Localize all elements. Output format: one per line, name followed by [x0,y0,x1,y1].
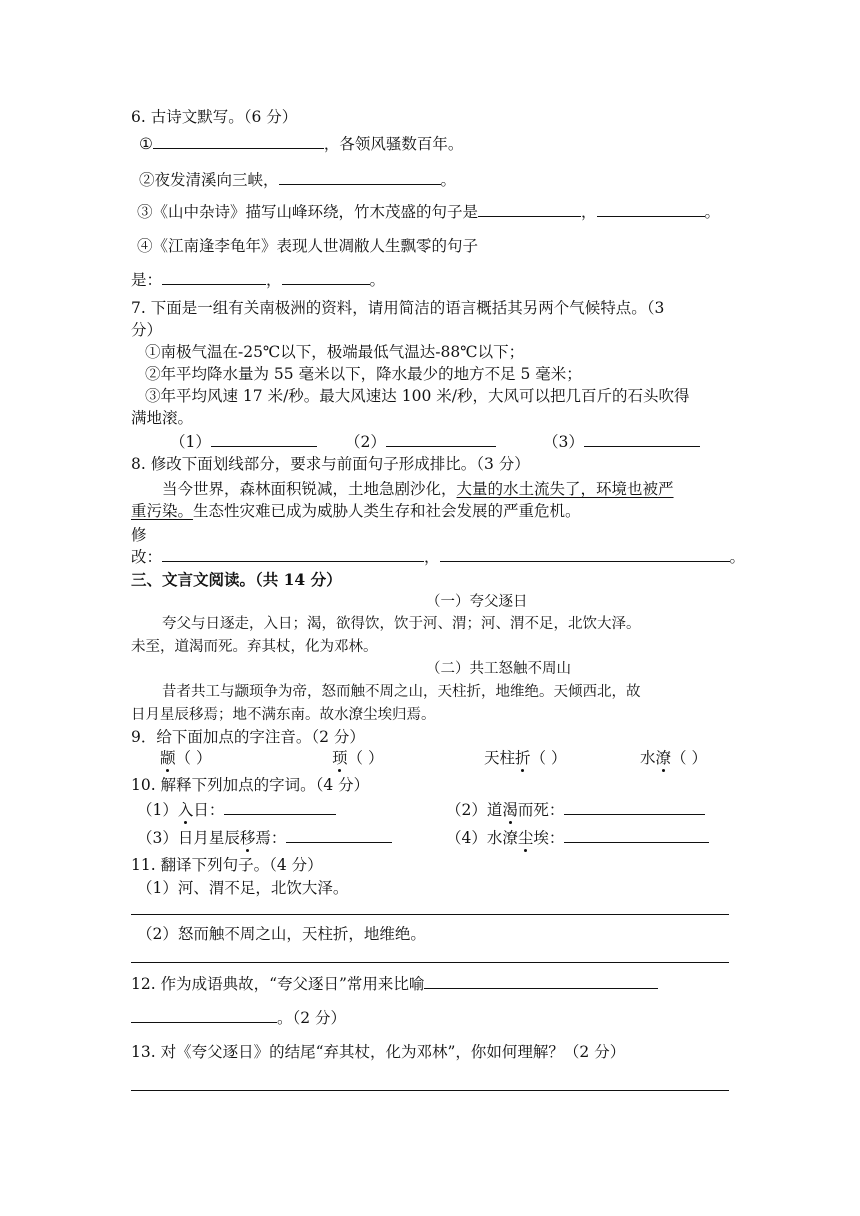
section3-title: 三、文言文阅读。（共 14 分） [131,570,342,589]
q9-w1: 颛 [160,749,176,767]
q7-blank-1[interactable] [211,432,317,447]
q6-l2-end: 。 [440,171,457,189]
q10-d-pre: （4）水潦 [446,829,518,847]
q10-title: 10. 解释下列加点的字词。（4 分） [131,776,370,794]
q12-blank-2[interactable] [131,1008,277,1023]
q10-blank-2[interactable] [564,800,705,815]
q8-xiu: 修 [131,526,147,544]
q10-b-pre: （2）道 [446,801,503,819]
q9-w4b: 潦 [655,749,672,767]
q7-answer-2 [345,432,496,452]
text1-para-1: 夸父与日逐走，入日；渴，欲得饮，饮于河、渭；河、渭不足，北饮大泽。 [162,616,641,632]
q7-title-2: 分） [131,321,163,339]
q10-item-3 [137,828,392,848]
q10-c-post: 焉： [255,829,287,847]
q8-answer-line [131,547,745,567]
q7-title-1: 7. 下面是一组有关南极洲的资料，请用简洁的语言概括其另两个气候特点。（3 [131,299,665,317]
q8-para-2 [131,501,581,521]
q6-blank-6[interactable] [282,270,370,285]
q8-para-1 [162,479,674,499]
q6-line1 [139,134,463,154]
q7-item-3a: ③年平均风速 17 米/秒。最大风速达 100 米/秒，大风可以把几百斤的石头吹得 [145,387,690,405]
q11-answer-line-2[interactable] [131,962,729,963]
q9-w2-paren[interactable]: （ ） [347,749,384,767]
q10-b-post: 而死： [517,801,565,819]
q9-item-2 [332,748,383,768]
q6-line5 [131,270,385,290]
q7-blank-2[interactable] [386,432,496,447]
q6-blank-5[interactable] [162,270,266,285]
q10-a-dot: 入 [177,801,194,819]
q6-l3-text: ③《山中杂诗》描写山峰环绕，竹木茂盛的句子是 [137,203,479,221]
q7-answer-3 [543,432,700,452]
q8-gai: 改： [131,548,163,566]
q8-end: 。 [729,548,746,566]
text1-title: （一）夸父逐日 [426,594,528,610]
q10-d-dot: 尘 [517,829,534,847]
text2-para-1: 昔者共工与颛顼争为帝，怒而触不周之山，天柱折，地维绝。天倾西北，故 [162,684,641,700]
q9-item-1 [160,748,211,768]
q7-a1-label: （1） [170,433,211,451]
q7-blank-3[interactable] [584,432,700,447]
q11-sentence-2: （2）怒而触不周之山，天柱折，地维绝。 [137,925,426,943]
q13-title: 13. 对《夸父逐日》的结尾“弃其杖，化为邓林”，你如何理解？（2 分） [131,1043,626,1061]
q9-w1-paren[interactable]: （ ） [175,749,212,767]
q12-blank-1[interactable] [424,974,658,989]
q10-item-4 [446,828,709,848]
q6-line4: ④《江南逢李龟年》表现人世凋敝人生飘零的句子 [137,237,479,255]
q10-d-post: 埃： [533,829,565,847]
q6-blank-2[interactable] [279,170,441,185]
q7-item-3b: 满地滚。 [131,409,194,427]
q6-l3-mid: ， [581,203,597,221]
q6-blank-4[interactable] [597,202,705,217]
q9-w4-paren[interactable]: （ ） [671,749,707,767]
q6-line2 [139,170,456,190]
q10-item-1 [137,800,336,820]
q10-blank-1[interactable] [224,800,336,815]
q10-a-post: 日： [193,801,225,819]
q7-a2-label: （2） [345,433,386,451]
q8-p1-underlined: 大量的水土流失了，环境也被严 [456,480,674,498]
q10-blank-4[interactable] [564,828,709,843]
q6-line3 [137,202,720,222]
q12-title: 12. 作为成语典故，“夸父逐日”常用来比喻 [131,975,425,993]
text2-title: （二）共工怒触不周山 [426,661,571,677]
q9-w2: 顼 [332,749,348,767]
q10-a-pre: （1） [137,801,178,819]
q10-item-2 [446,800,705,820]
q8-mid: ， [424,548,440,566]
q6-title: 6. 古诗文默写。（6 分） [131,108,298,126]
q10-c-dot: 移 [239,829,256,847]
q6-l5-mid: ， [266,271,282,289]
text1-para-2: 未至，道渴而死。弃其杖，化为邓林。 [131,639,378,655]
q6-l2-text: ②夜发清溪向三峡， [139,171,279,189]
q6-l3-end: 。 [704,203,721,221]
q10-c-pre: （3）日月星辰 [137,829,240,847]
q7-answer-1 [170,432,317,452]
q8-blank-1[interactable] [162,547,424,562]
q7-item-2: ②年平均降水量为 55 毫米以下，降水最少的地方不足 5 毫米； [145,365,582,383]
q12-tail: 。（2 分） [277,1009,347,1027]
q8-title: 8. 修改下面划线部分，要求与前面句子形成排比。（3 分） [131,455,530,473]
q7-item-1: ①南极气温在-25℃以下，极端最低气温达-88℃以下； [145,343,525,361]
q6-l1-num: ① [139,135,153,153]
q8-p2-post: 生态性灾难已成为威胁人类生存和社会发展的严重危机。 [193,502,581,520]
q9-w3-paren[interactable]: （ ） [530,749,567,767]
q11-answer-line-1[interactable] [131,914,729,915]
q10-blank-3[interactable] [286,828,392,843]
q9-w3b: 折 [515,749,531,767]
q6-l5-text: 是： [131,271,163,289]
q6-blank-1[interactable] [153,134,324,149]
q12-line-1 [131,974,658,994]
q9-w3a: 天柱 [484,749,516,767]
q9-w4a: 水 [640,749,656,767]
q8-p2-underlined: 重污染。 [131,502,194,520]
q9-item-3 [484,748,566,768]
q8-blank-2[interactable] [440,547,730,562]
q13-answer-line[interactable] [131,1090,729,1091]
q6-blank-3[interactable] [478,202,581,217]
text2-para-2: 日月星辰移焉；地不满东南。故水潦尘埃归焉。 [131,707,436,723]
q9-title: 9．给下面加点的字注音。（2 分） [131,728,365,746]
q12-line-2 [131,1008,346,1028]
q9-item-4 [640,748,707,768]
q6-l1-text: ，各领风骚数百年。 [323,135,464,153]
q6-l5-end: 。 [369,271,386,289]
q11-sentence-1: （1）河、渭不足，北饮大泽。 [137,879,349,897]
q10-b-dot: 渴 [502,801,518,819]
q11-title: 11. 翻译下列句子。（4 分） [131,856,323,874]
q8-p1-pre: 当今世界，森林面积锐减，土地急剧沙化， [162,480,457,498]
q7-a3-label: （3） [543,433,584,451]
